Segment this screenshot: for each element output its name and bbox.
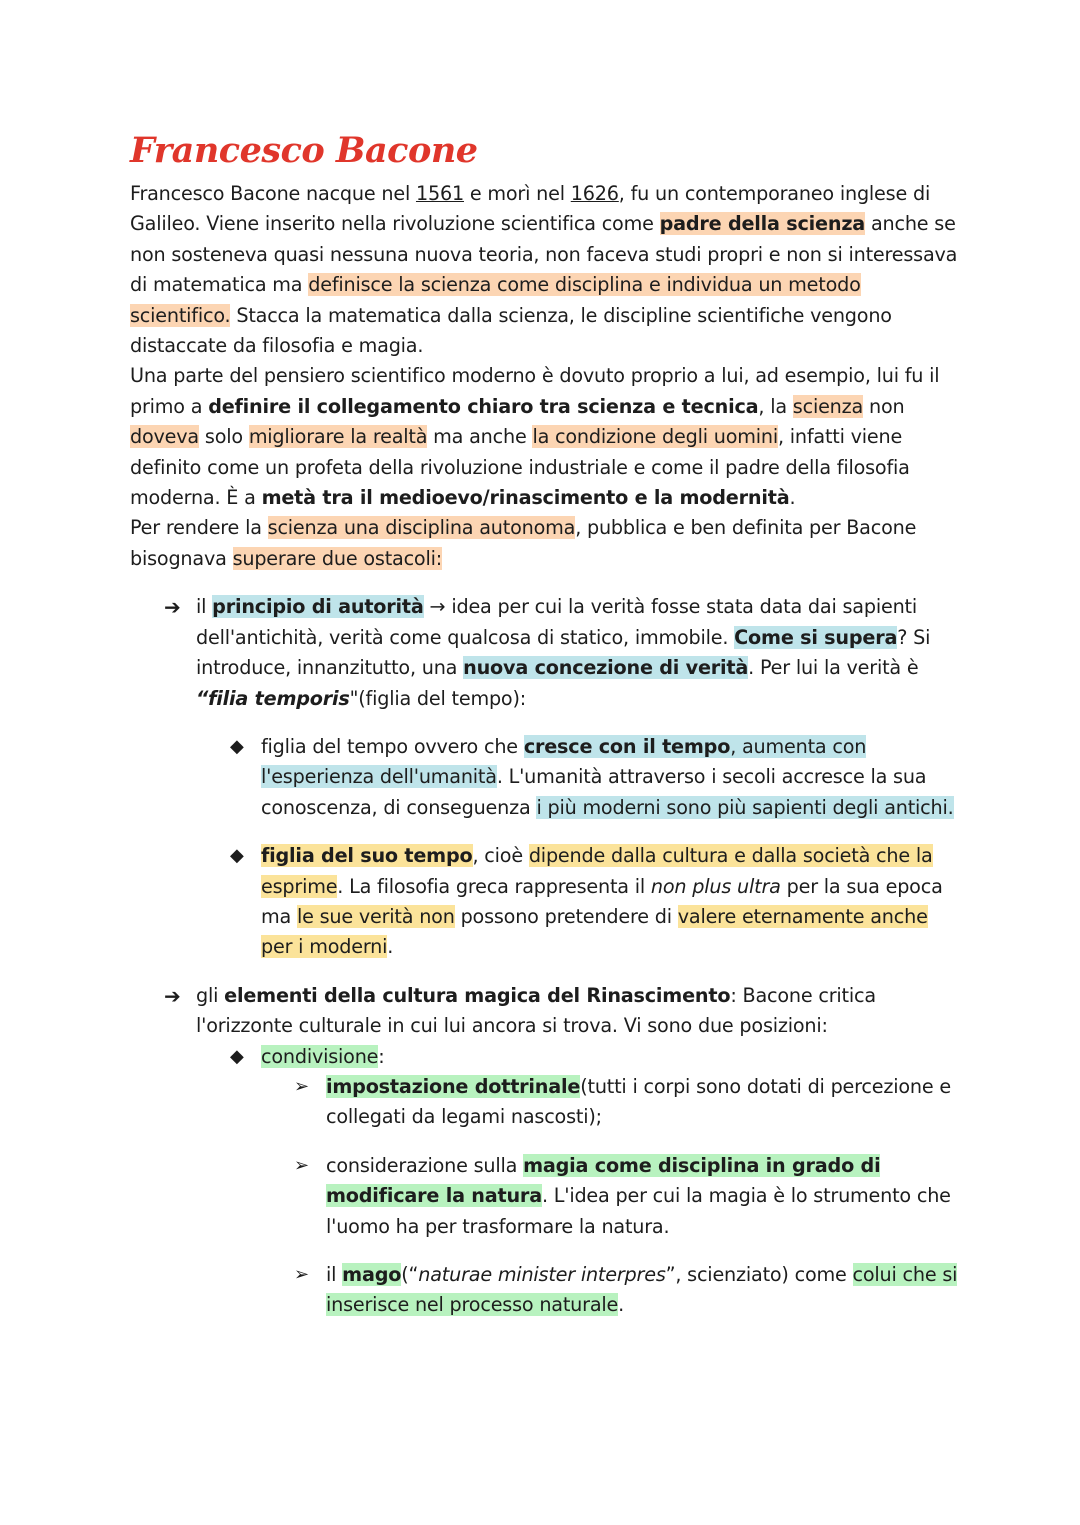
text: , pubblica e ben definita per Bacone bisognava: [130, 516, 917, 570]
highlight-green: condivisione: [261, 1044, 379, 1068]
text: . L'idea per cui la magia è lo strumento che l'uomo ha per trasformare la natura.: [326, 1184, 951, 1238]
text: .: [618, 1293, 625, 1317]
birth-year: 1561: [415, 182, 464, 205]
text: , infatti viene definito come un profeta della rivoluzione industriale e come il padre della filosofia moderna. È a: [130, 425, 910, 510]
text: ,: [730, 734, 742, 758]
highlight-blue: nuova concezione di verità: [463, 656, 749, 680]
diamond-bullet-icon: ◆: [230, 735, 244, 757]
diamond-bullet-icon: ◆: [230, 1045, 244, 1067]
list-item-magician: [130, 1260, 960, 1321]
text: per la sua epoca ma: [261, 874, 943, 928]
list-item-magic-culture: [130, 981, 960, 1042]
highlight-orange: superare due ostacoli:: [232, 546, 442, 570]
highlight-yellow: le sue verità non: [296, 904, 455, 928]
highlight-green: magia come disciplina in grado di modificare la natura: [326, 1153, 881, 1208]
highlight-yellow: figlia del suo tempo: [261, 844, 473, 868]
text: (tutti i corpi sono dotati di percezione e collegati da legami nascosti);: [326, 1074, 951, 1129]
list-item-magic-discipline: [130, 1151, 960, 1242]
list-item-child-of-time: [130, 732, 960, 823]
text: , la: [758, 394, 793, 418]
arrowhead-bullet-icon: ➢: [294, 1154, 309, 1176]
page-title: Francesco Bacone: [130, 130, 478, 171]
highlight-orange: la condizione degli uomini: [532, 425, 778, 449]
text: , fu un contemporaneo inglese di Galileo. Viene inserito nella rivoluzione scientifica come: [130, 182, 931, 236]
highlight-blue: aumenta con l'esperienza dell'umanità: [261, 734, 867, 789]
text: ? Si introduce, innanzitutto, una: [196, 625, 931, 680]
text: Stacca la matematica dalla scienza, le discipline scientifiche vengono distaccate da filosofia e magia.: [130, 303, 892, 358]
text: Francesco Bacone nacque nel: [130, 182, 416, 205]
highlight-orange: scienza: [792, 394, 864, 418]
text: possono pretendere di: [454, 904, 678, 928]
highlight-green: mago: [342, 1263, 402, 1286]
highlight-blue: Come si supera: [734, 625, 898, 649]
highlight-yellow: dipende dalla cultura e dalla società che la esprime: [261, 844, 933, 898]
text: → idea per cui la verità fosse stata data dai sapienti dell'antichità, verità come qualcosa di statico, immobile.: [196, 595, 917, 649]
text: : Bacone critica l'orizzonte culturale in cui lui ancora si trova. Vi sono due posizioni:: [196, 983, 876, 1038]
bold-text: elementi della cultura magica del Rinascimento: [224, 983, 731, 1007]
highlight-orange: doveva: [130, 425, 199, 449]
text: . La filosofia greca rappresenta il: [337, 874, 651, 898]
arrowhead-bullet-icon: ➢: [294, 1264, 309, 1285]
text: . L'umanità attraverso i secoli accresce la sua conoscenza, di conseguenza: [261, 765, 927, 819]
arrow-bullet-icon: ➔: [164, 595, 181, 620]
text: Una parte del pensiero scientifico moderno è dovuto proprio a lui, ad esempio, lui fu il primo a: [130, 364, 940, 418]
highlight-blue: i più moderni sono più sapienti degli antichi.: [536, 795, 954, 819]
text: gli: [196, 983, 225, 1007]
highlight-blue: cresce con il tempo: [523, 734, 731, 758]
text: anche se non sosteneva quasi nessuna nuova teoria, non faceva studi propri e non si interessava di matematica ma: [130, 212, 958, 297]
diamond-bullet-icon: ◆: [230, 845, 244, 867]
highlight-green: colui che si inserisce nel processo naturale: [326, 1263, 958, 1317]
text: il: [326, 1263, 343, 1286]
text: , cioè: [472, 844, 529, 868]
paragraph-obstacles: [130, 513, 960, 574]
latin-phrase: non plus ultra: [650, 874, 781, 898]
text: figlia del tempo ovvero che: [261, 734, 524, 758]
arrow-bullet-icon: ➔: [164, 983, 181, 1008]
list-item-doctrine: [130, 1072, 960, 1133]
arrowhead-bullet-icon: ➢: [294, 1075, 309, 1097]
highlight-orange: migliorare la realtà: [248, 425, 428, 449]
text: ma anche: [427, 425, 533, 449]
text: non: [863, 394, 905, 418]
list-item-child-of-its-time: [130, 841, 960, 963]
bold-text: metà tra il medioevo/rinascimento e la modernità: [261, 486, 790, 510]
latin-phrase: naturae minister interpres: [418, 1263, 666, 1286]
highlight-orange: definisce la scienza come disciplina e individua un metodo scientifico.: [130, 273, 861, 327]
highlight-orange: padre della scienza: [659, 212, 866, 236]
text: ”, scienziato) come: [665, 1263, 853, 1286]
text: solo: [199, 425, 249, 449]
text: . Per lui la verità è: [748, 656, 919, 680]
highlight-orange: scienza una disciplina autonoma: [267, 516, 576, 540]
document-page: [130, 130, 960, 1321]
highlight-blue: principio di autorità: [212, 595, 424, 619]
list-item-sharing: [130, 1042, 960, 1072]
death-year: 1626: [570, 182, 619, 205]
list-item-principle-authority: [130, 592, 960, 714]
text: Per rendere la: [130, 516, 268, 540]
latin-phrase: “filia temporis: [196, 686, 350, 710]
highlight-green: impostazione dottrinale: [326, 1074, 581, 1098]
text: :: [378, 1044, 385, 1068]
text: (“: [401, 1263, 419, 1286]
text: il: [196, 595, 213, 619]
text: .: [387, 935, 394, 959]
highlight-yellow: valere eternamente anche per i moderni: [261, 904, 928, 959]
text: .: [789, 486, 796, 510]
bold-text: definire il collegamento chiaro tra scienza e tecnica: [208, 394, 759, 418]
text: e morì nel: [464, 182, 571, 205]
text: "(figlia del tempo):: [349, 686, 527, 710]
obstacles-list: [130, 592, 960, 1321]
paragraph-intro: [130, 179, 960, 361]
paragraph-science-technique: [130, 361, 960, 513]
text: considerazione sulla: [326, 1153, 524, 1177]
